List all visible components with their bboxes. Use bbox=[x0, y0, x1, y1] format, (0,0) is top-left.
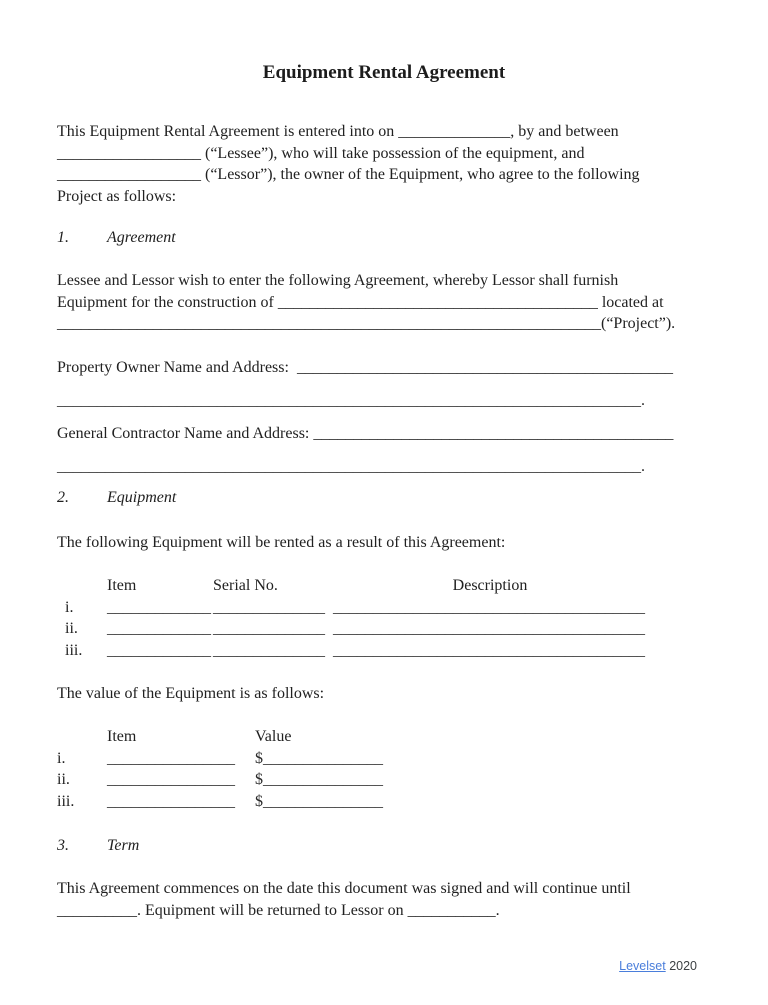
column-header-serial: Serial No. bbox=[213, 577, 278, 594]
row-numeral: i. bbox=[65, 598, 74, 616]
general-contractor-line-1: General Contractor Name and Address: _____________________________________________ bbox=[57, 425, 674, 442]
property-owner-line-1: Property Owner Name and Address: _______________________________________________ bbox=[57, 359, 673, 376]
footer bbox=[619, 959, 697, 973]
value-intro bbox=[57, 683, 324, 705]
serial-blank-field: ______________ bbox=[213, 620, 325, 637]
equipment-intro-line: The following Equipment will be rented as a result of this Agreement: bbox=[57, 534, 506, 551]
levelset-link[interactable]: Levelset bbox=[619, 959, 666, 973]
equipment-table bbox=[57, 575, 647, 661]
section-number: 1. bbox=[57, 229, 69, 246]
property-owner-block bbox=[57, 352, 673, 417]
row-numeral: i. bbox=[57, 749, 66, 767]
row-numeral: iii. bbox=[65, 641, 83, 659]
section-heading-agreement bbox=[57, 227, 176, 249]
general-contractor-line-2: _________________________________________________________________________. bbox=[57, 457, 645, 475]
column-header-item: Item bbox=[107, 577, 137, 594]
description-blank-field: _______________________________________ bbox=[333, 641, 645, 659]
item-blank-field: _____________ bbox=[107, 641, 211, 659]
spacer-cell bbox=[57, 575, 107, 597]
item-blank-field: ________________ bbox=[107, 749, 235, 767]
intro-line-2: __________________ (“Lessee”), who will take possession of the equipment, and bbox=[57, 144, 585, 162]
item-blank-field: ________________ bbox=[107, 771, 235, 788]
value-blank-field: $_______________ bbox=[255, 792, 383, 810]
section-heading-equipment bbox=[57, 487, 176, 509]
section-heading-term bbox=[57, 835, 139, 857]
value-intro-line: The value of the Equipment is as follows: bbox=[57, 685, 325, 702]
agreement-line-3: ____________________________________________________________________(“Project”). bbox=[57, 315, 676, 332]
serial-blank-field: ______________ bbox=[213, 598, 325, 616]
equipment-table-row bbox=[57, 597, 647, 619]
term-line-1: This Agreement commences on the date this document was signed and will continue until bbox=[57, 880, 631, 897]
equipment-table-header-row bbox=[57, 575, 647, 597]
value-table bbox=[57, 726, 455, 812]
description-blank-field: _______________________________________ bbox=[333, 598, 645, 616]
row-numeral: ii. bbox=[65, 620, 78, 637]
section-label: Equipment bbox=[107, 489, 177, 506]
equipment-table-row bbox=[57, 640, 647, 662]
row-numeral: ii. bbox=[57, 771, 70, 788]
property-owner-line-2: _________________________________________________________________________. bbox=[57, 391, 645, 409]
value-blank-field: $_______________ bbox=[255, 749, 383, 767]
equipment-intro bbox=[57, 532, 505, 554]
term-line-2: __________. Equipment will be returned to Lessor on ___________. bbox=[57, 901, 500, 919]
section-number: 2. bbox=[57, 489, 69, 506]
item-blank-field: _____________ bbox=[107, 598, 211, 616]
spacer-cell bbox=[57, 726, 107, 748]
column-header-value: Value bbox=[255, 728, 292, 745]
section-number: 3. bbox=[57, 837, 69, 854]
value-table-header-row bbox=[57, 726, 455, 748]
equipment-table-row bbox=[57, 618, 647, 640]
value-blank-field: $_______________ bbox=[255, 771, 383, 788]
general-contractor-block bbox=[57, 418, 673, 483]
section-label: Term bbox=[107, 837, 140, 854]
column-header-description: Description bbox=[452, 577, 528, 594]
intro-line-4: Project as follows: bbox=[57, 187, 177, 205]
agreement-line-2: Equipment for the construction of ________________________________________ located at bbox=[57, 293, 664, 311]
intro-line-3: __________________ (“Lessor”), the owner of the Equipment, who agree to the following bbox=[57, 166, 640, 183]
item-blank-field: ________________ bbox=[107, 792, 235, 810]
description-blank-field: _______________________________________ bbox=[333, 620, 645, 637]
item-blank-field: _____________ bbox=[107, 620, 211, 637]
document-title: Equipment Rental Agreement bbox=[262, 62, 506, 83]
agreement-paragraph bbox=[57, 270, 675, 335]
intro-paragraph bbox=[57, 121, 640, 207]
value-table-row bbox=[57, 748, 455, 770]
term-paragraph bbox=[57, 878, 631, 921]
row-numeral: iii. bbox=[57, 792, 75, 810]
section-label: Agreement bbox=[107, 229, 176, 246]
intro-line-1: This Equipment Rental Agreement is entered into on ______________, by and between bbox=[57, 123, 619, 140]
column-header-item: Item bbox=[107, 728, 137, 745]
serial-blank-field: ______________ bbox=[213, 641, 325, 659]
agreement-line-1: Lessee and Lessor wish to enter the following Agreement, whereby Lessor shall furnish bbox=[57, 272, 619, 289]
value-table-row bbox=[57, 769, 455, 791]
footer-year: 2020 bbox=[669, 959, 697, 973]
value-table-row bbox=[57, 791, 455, 813]
